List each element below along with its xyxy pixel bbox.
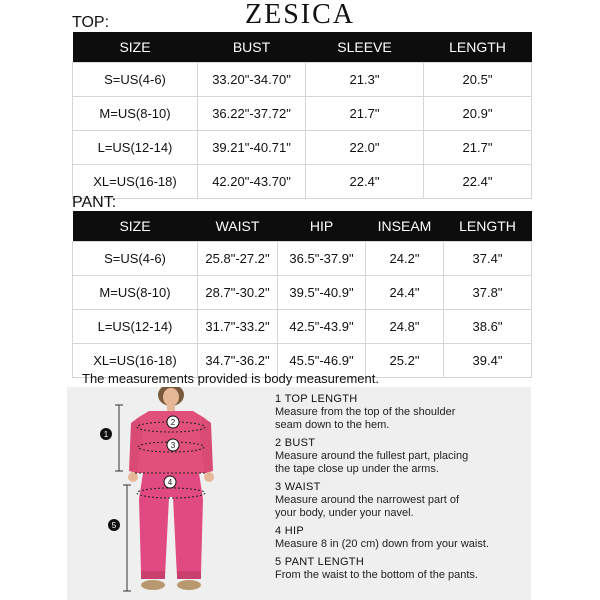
- table-cell: 34.7"-36.2": [198, 343, 278, 377]
- table-cell: 42.5"-43.9": [278, 309, 366, 343]
- table-row: [73, 275, 532, 309]
- column-header: SLEEVE: [306, 32, 424, 62]
- table-cell: 24.2": [366, 241, 444, 275]
- instruction-desc: your body, under your navel.: [275, 507, 414, 519]
- top-size-table: [72, 32, 532, 199]
- instruction-waist: [275, 481, 529, 520]
- table-cell: 42.20"-43.70": [198, 164, 306, 198]
- table-cell: XL=US(16-18): [73, 343, 198, 377]
- table-cell: 37.8": [444, 275, 532, 309]
- table-cell: L=US(12-14): [73, 309, 198, 343]
- table-cell: 22.4": [306, 164, 424, 198]
- model-figure: [67, 387, 272, 600]
- table-row: [73, 241, 532, 275]
- marker-4: [164, 476, 176, 488]
- marker-3: [167, 439, 179, 451]
- table-cell: 21.3": [306, 62, 424, 96]
- table-cell: 21.7": [424, 130, 532, 164]
- table-row: [73, 164, 532, 198]
- table-cell: 22.0": [306, 130, 424, 164]
- table-cell: S=US(4-6): [73, 62, 198, 96]
- table-cell: XL=US(16-18): [73, 164, 198, 198]
- table-cell: L=US(12-14): [73, 130, 198, 164]
- table-cell: 31.7"-33.2": [198, 309, 278, 343]
- table-cell: M=US(8-10): [73, 275, 198, 309]
- instruction-desc: Measure around the fullest part, placing: [275, 450, 469, 462]
- column-header: SIZE: [73, 211, 198, 241]
- top-section-label: TOP:: [72, 14, 110, 31]
- column-header: INSEAM: [366, 211, 444, 241]
- table-cell: 25.2": [366, 343, 444, 377]
- column-header: LENGTH: [424, 32, 532, 62]
- svg-text:5: 5: [111, 521, 117, 530]
- table-cell: S=US(4-6): [73, 241, 198, 275]
- table-cell: 39.21"-40.71": [198, 130, 306, 164]
- table-cell: 22.4": [424, 164, 532, 198]
- measurement-note: The measurements provided is body measurement.: [82, 371, 379, 386]
- measurement-guide-panel: [67, 387, 531, 600]
- svg-text:1: 1: [103, 430, 109, 439]
- marker-1: [100, 428, 112, 440]
- table-cell: 39.4": [444, 343, 532, 377]
- svg-text:4: 4: [167, 478, 173, 487]
- table-cell: 28.7"-30.2": [198, 275, 278, 309]
- instruction-title: 1 TOP LENGTH: [275, 393, 358, 405]
- column-header: BUST: [198, 32, 306, 62]
- table-cell: 20.5": [424, 62, 532, 96]
- instruction-desc: Measure 8 in (20 cm) down from your waist.: [275, 538, 489, 550]
- instruction-desc: the tape close up under the arms.: [275, 463, 439, 475]
- instruction-top-length: [275, 393, 529, 432]
- instruction-pant-length: [275, 556, 529, 582]
- column-header: HIP: [278, 211, 366, 241]
- table-cell: 24.4": [366, 275, 444, 309]
- table-row: [73, 130, 532, 164]
- instruction-desc: Measure around the narrowest part of: [275, 494, 460, 506]
- column-header: SIZE: [73, 32, 198, 62]
- instruction-title: 2 BUST: [275, 437, 316, 449]
- instruction-bust: [275, 437, 529, 476]
- column-header: WAIST: [198, 211, 278, 241]
- instruction-title: 4 HIP: [275, 525, 305, 537]
- table-row: [73, 62, 532, 96]
- instruction-hip: [275, 525, 529, 551]
- table-cell: 36.5"-37.9": [278, 241, 366, 275]
- svg-text:3: 3: [170, 441, 176, 450]
- table-row: [73, 309, 532, 343]
- table-cell: 45.5"-46.9": [278, 343, 366, 377]
- table-header-row: [73, 211, 532, 241]
- table-cell: 39.5"-40.9": [278, 275, 366, 309]
- table-cell: 25.8"-27.2": [198, 241, 278, 275]
- column-header: LENGTH: [444, 211, 532, 241]
- brand-logo: ZESICA: [245, 0, 355, 30]
- table-row: [73, 96, 532, 130]
- table-header-row: [73, 32, 532, 62]
- marker-2: [167, 416, 179, 428]
- table-cell: 37.4": [444, 241, 532, 275]
- svg-text:2: 2: [170, 418, 176, 427]
- instruction-title: 3 WAIST: [275, 481, 321, 493]
- instruction-title: 5 PANT LENGTH: [275, 556, 365, 568]
- table-cell: 20.9": [424, 96, 532, 130]
- pant-section-label: PANT:: [72, 194, 117, 211]
- instruction-desc: seam down to the hem.: [275, 419, 390, 431]
- table-cell: 24.8": [366, 309, 444, 343]
- table-cell: 21.7": [306, 96, 424, 130]
- instruction-desc: Measure from the top of the shoulder: [275, 406, 456, 418]
- table-cell: M=US(8-10): [73, 96, 198, 130]
- table-cell: 36.22"-37.72": [198, 96, 306, 130]
- pant-size-table: [72, 211, 532, 378]
- instruction-desc: From the waist to the bottom of the pants.: [275, 569, 478, 581]
- marker-5: [108, 519, 120, 531]
- table-cell: 38.6": [444, 309, 532, 343]
- measurement-instructions: [275, 393, 529, 587]
- table-cell: 33.20"-34.70": [198, 62, 306, 96]
